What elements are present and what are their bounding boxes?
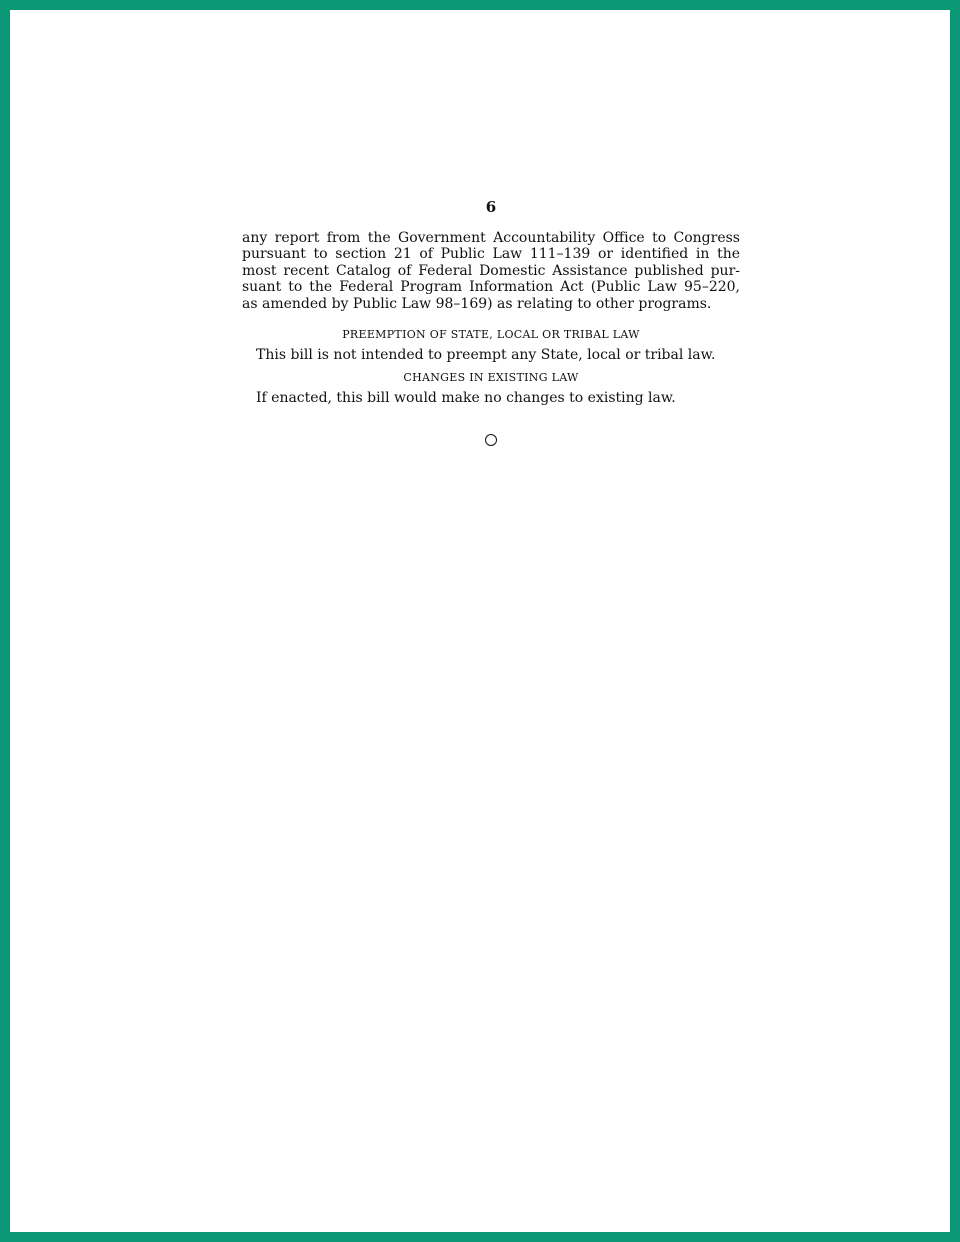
paragraph-line: most recent Catalog of Federal Domestic Assistance published pur- — [242, 262, 740, 279]
document-page — [242, 196, 740, 407]
continued-paragraph — [242, 230, 740, 312]
paragraph-line: suant to the Federal Program Information Act (Public Law 95–220, — [242, 279, 740, 296]
section-heading-preemption: PREEMPTION OF STATE, LOCAL OR TRIBAL LAW — [342, 328, 640, 342]
paragraph-line: any report from the Government Accountability Office to Congress — [242, 230, 740, 246]
paragraph-line: as amended by Public Law 98–169) as relating to other programs. — [242, 295, 712, 312]
section-heading-changes: CHANGES IN EXISTING LAW — [403, 371, 579, 385]
section-text-changes: If enacted, this bill would make no changes to existing law. — [256, 390, 676, 407]
paragraph-line: pursuant to section 21 of Public Law 111–139 or identified in the — [242, 246, 740, 263]
section-text-preemption: This bill is not intended to preempt any State, local or tribal law. — [256, 347, 716, 364]
page-number: 6 — [485, 198, 497, 216]
hollow-circle-end-mark-icon — [485, 434, 497, 446]
